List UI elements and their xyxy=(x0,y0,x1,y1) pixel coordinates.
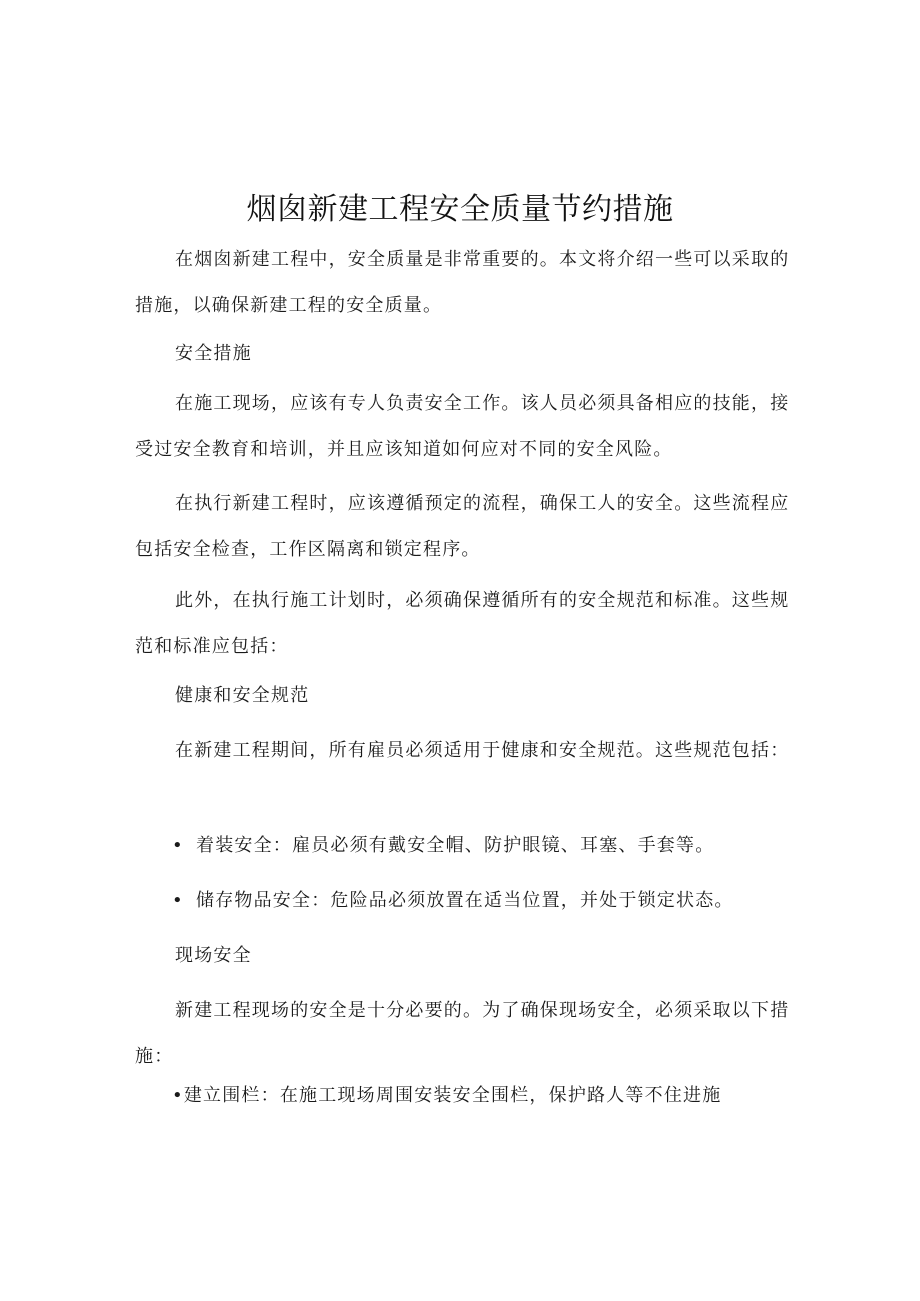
safety-paragraph-2: 在执行新建工程时，应该遵循预定的流程，确保工人的安全。这些流程应包括安全检查，工作区隔离和锁定程序。 xyxy=(135,493,790,560)
list-item xyxy=(172,823,832,869)
section-heading-site: 现场安全 xyxy=(175,945,252,966)
list-item xyxy=(172,878,832,924)
site-paragraph: 新建工程现场的安全是十分必要的。为了确保现场安全，必须采取以下措施： xyxy=(135,1000,790,1067)
section-heading-health: 健康和安全规范 xyxy=(175,685,310,706)
health-paragraph: 在新建工程期间，所有雇员必须适用于健康和安全规范。这些规范包括： xyxy=(175,740,790,761)
list-item xyxy=(172,1073,832,1119)
list-item-text: 着装安全：雇员必须有戴安全帽、防护眼镜、耳塞、手套等。 xyxy=(196,835,715,856)
bullet-icon: • xyxy=(172,890,184,911)
safety-paragraph-3: 此外，在执行施工计划时，必须确保遵循所有的安全规范和标准。这些规范和标准应包括： xyxy=(135,590,790,657)
intro-paragraph: 在烟囱新建工程中，安全质量是非常重要的。本文将介绍一些可以采取的措施，以确保新建工程的安全质量。 xyxy=(135,249,790,316)
bullet-icon: • xyxy=(172,835,184,856)
document-title: 烟囱新建工程安全质量节约措施 xyxy=(246,192,674,227)
list-item-text: 储存物品安全：危险品必须放置在适当位置，并处于锁定状态。 xyxy=(196,890,734,911)
bullet-icon: • xyxy=(172,1085,184,1106)
list-item-text: 建立围栏：在施工现场周围安装安全围栏，保护路人等不住进施 xyxy=(183,1085,722,1106)
section-heading-safety: 安全措施 xyxy=(175,343,252,364)
safety-paragraph-1: 在施工现场，应该有专人负责安全工作。该人员必须具备相应的技能，接受过安全教育和培训，并且应该知道如何应对不同的安全风险。 xyxy=(135,393,790,460)
